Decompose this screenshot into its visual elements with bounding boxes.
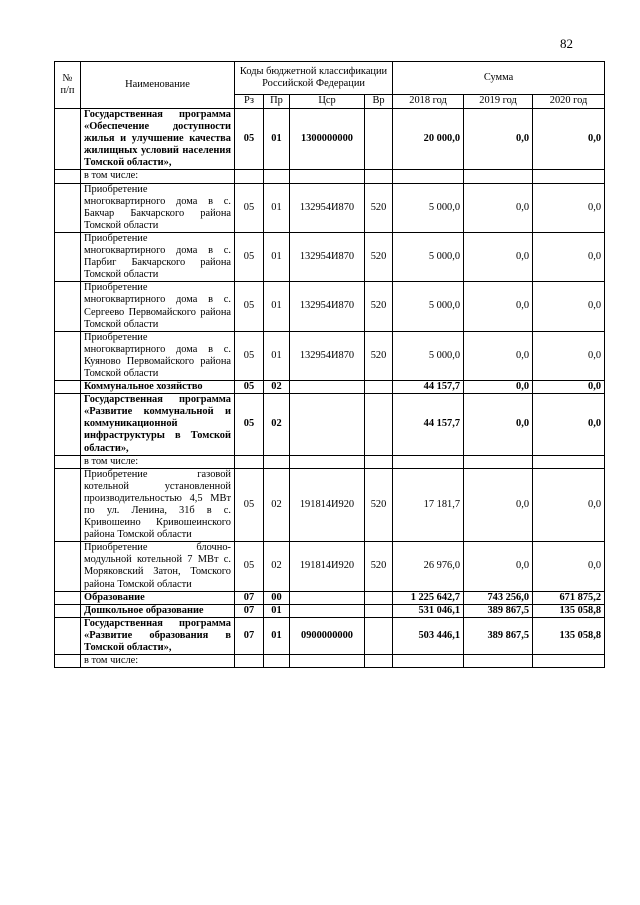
- cell-vr: [365, 109, 393, 170]
- cell-2019: 0,0: [464, 331, 533, 380]
- table-row: [55, 468, 605, 542]
- cell-num: [55, 109, 81, 170]
- cell-vr: 520: [365, 331, 393, 380]
- cell-2018: 5 000,0: [393, 282, 464, 331]
- cell-num: [55, 381, 81, 394]
- cell-rz: 05: [235, 282, 264, 331]
- cell-name: Приобретение многоквартирного дома в с. Сергеево Первомайского района Томской области: [81, 282, 235, 331]
- cell-csr: [290, 381, 365, 394]
- table-row: [55, 331, 605, 380]
- header-2018: 2018 год: [393, 95, 464, 109]
- cell-name: Приобретение многоквартирного дома в с. Куяново Первомайского района Томской области: [81, 331, 235, 380]
- cell-2019: 389 867,5: [464, 604, 533, 617]
- cell-2018: 17 181,7: [393, 468, 464, 542]
- cell-pr: 02: [264, 542, 290, 591]
- cell-vr: [365, 394, 393, 455]
- cell-num: [55, 331, 81, 380]
- cell-2018: 1 225 642,7: [393, 591, 464, 604]
- cell-pr: 01: [264, 604, 290, 617]
- cell-num: [55, 455, 81, 468]
- cell-vr: 520: [365, 282, 393, 331]
- cell-vr: [365, 655, 393, 668]
- table-body: [55, 109, 605, 668]
- cell-2019: 0,0: [464, 381, 533, 394]
- cell-vr: [365, 381, 393, 394]
- table-row: [55, 183, 605, 232]
- cell-2020: 0,0: [533, 394, 605, 455]
- header-num: № п/п: [55, 62, 81, 109]
- cell-num: [55, 591, 81, 604]
- table-row: [55, 109, 605, 170]
- table-row: [55, 170, 605, 183]
- cell-pr: [264, 455, 290, 468]
- cell-num: [55, 542, 81, 591]
- cell-2020: 0,0: [533, 381, 605, 394]
- table-row: [55, 394, 605, 455]
- cell-2019: 0,0: [464, 183, 533, 232]
- cell-rz: 05: [235, 183, 264, 232]
- cell-2019: [464, 655, 533, 668]
- cell-vr: 520: [365, 468, 393, 542]
- cell-rz: 05: [235, 394, 264, 455]
- cell-name: Государственная программа «Развитие образования в Томской области»,: [81, 617, 235, 654]
- cell-pr: 02: [264, 394, 290, 455]
- cell-2019: 743 256,0: [464, 591, 533, 604]
- cell-2018: 26 976,0: [393, 542, 464, 591]
- header-vr: Вр: [365, 95, 393, 109]
- cell-rz: [235, 655, 264, 668]
- cell-2018: 44 157,7: [393, 394, 464, 455]
- cell-rz: 07: [235, 591, 264, 604]
- cell-2018: 44 157,7: [393, 381, 464, 394]
- cell-2020: [533, 655, 605, 668]
- cell-name: Образование: [81, 591, 235, 604]
- cell-2019: 0,0: [464, 542, 533, 591]
- cell-num: [55, 617, 81, 654]
- cell-name: Приобретение газовой котельной установленной производительностью 4,5 МВт по ул. Ленина, 31б в с. Кривошеино Кривошеинского района Томской области: [81, 468, 235, 542]
- cell-2020: 671 875,2: [533, 591, 605, 604]
- cell-2020: [533, 170, 605, 183]
- cell-pr: 01: [264, 232, 290, 281]
- cell-2020: 0,0: [533, 183, 605, 232]
- header-rz: Рз: [235, 95, 264, 109]
- cell-csr: [290, 655, 365, 668]
- cell-name: Приобретение многоквартирного дома в с. Парбиг Бакчарского района Томской области: [81, 232, 235, 281]
- cell-2019: 0,0: [464, 109, 533, 170]
- cell-csr: [290, 394, 365, 455]
- cell-csr: 1300000000: [290, 109, 365, 170]
- cell-pr: [264, 655, 290, 668]
- cell-pr: [264, 170, 290, 183]
- cell-name: Приобретение многоквартирного дома в с. Бакчар Бакчарского района Томской области: [81, 183, 235, 232]
- cell-csr: [290, 591, 365, 604]
- cell-rz: 05: [235, 331, 264, 380]
- cell-csr: 191814И920: [290, 542, 365, 591]
- cell-num: [55, 232, 81, 281]
- cell-2018: [393, 455, 464, 468]
- table-row: [55, 381, 605, 394]
- cell-2020: 0,0: [533, 109, 605, 170]
- cell-2018: 20 000,0: [393, 109, 464, 170]
- table-row: [55, 591, 605, 604]
- page-number: 82: [560, 36, 573, 51]
- cell-vr: [365, 604, 393, 617]
- cell-num: [55, 604, 81, 617]
- cell-csr: 132954И870: [290, 331, 365, 380]
- cell-pr: 01: [264, 183, 290, 232]
- cell-num: [55, 282, 81, 331]
- cell-2018: 503 446,1: [393, 617, 464, 654]
- cell-rz: [235, 170, 264, 183]
- cell-rz: 05: [235, 381, 264, 394]
- cell-2018: 531 046,1: [393, 604, 464, 617]
- cell-pr: 02: [264, 468, 290, 542]
- cell-rz: 05: [235, 109, 264, 170]
- cell-2020: 135 058,8: [533, 617, 605, 654]
- cell-2019: 0,0: [464, 282, 533, 331]
- cell-pr: 00: [264, 591, 290, 604]
- cell-csr: 132954И870: [290, 183, 365, 232]
- cell-pr: 01: [264, 331, 290, 380]
- table-row: [55, 232, 605, 281]
- cell-name: Коммунальное хозяйство: [81, 381, 235, 394]
- cell-2019: 389 867,5: [464, 617, 533, 654]
- cell-num: [55, 183, 81, 232]
- header-codes: Коды бюджетной классификации Российской Федерации: [235, 62, 393, 95]
- cell-vr: 520: [365, 232, 393, 281]
- cell-2020: 0,0: [533, 542, 605, 591]
- cell-name: Приобретение блочно-модульной котельной 7 МВт с. Моряковский Затон, Томского района Томской области: [81, 542, 235, 591]
- cell-vr: [365, 455, 393, 468]
- cell-2019: [464, 455, 533, 468]
- cell-2018: [393, 655, 464, 668]
- cell-pr: 01: [264, 617, 290, 654]
- cell-2019: [464, 170, 533, 183]
- cell-num: [55, 170, 81, 183]
- cell-name: в том числе:: [81, 655, 235, 668]
- table-row: [55, 655, 605, 668]
- cell-rz: 07: [235, 617, 264, 654]
- cell-2018: 5 000,0: [393, 183, 464, 232]
- table-row: [55, 617, 605, 654]
- cell-rz: 05: [235, 542, 264, 591]
- cell-2020: 0,0: [533, 232, 605, 281]
- cell-2020: [533, 455, 605, 468]
- cell-rz: 05: [235, 468, 264, 542]
- cell-2019: 0,0: [464, 394, 533, 455]
- cell-csr: [290, 170, 365, 183]
- table-row: [55, 542, 605, 591]
- header-pr: Пр: [264, 95, 290, 109]
- header-sum: Сумма: [393, 62, 605, 95]
- header-csr: Цср: [290, 95, 365, 109]
- cell-2018: 5 000,0: [393, 331, 464, 380]
- cell-csr: [290, 604, 365, 617]
- cell-2020: 0,0: [533, 331, 605, 380]
- cell-pr: 01: [264, 109, 290, 170]
- table-row: [55, 604, 605, 617]
- cell-name: в том числе:: [81, 170, 235, 183]
- cell-vr: 520: [365, 542, 393, 591]
- cell-pr: 01: [264, 282, 290, 331]
- cell-csr: [290, 455, 365, 468]
- cell-vr: [365, 170, 393, 183]
- table-row: [55, 455, 605, 468]
- cell-num: [55, 655, 81, 668]
- table-row: [55, 282, 605, 331]
- cell-rz: 07: [235, 604, 264, 617]
- cell-vr: 520: [365, 183, 393, 232]
- budget-table: [54, 61, 605, 668]
- cell-2019: 0,0: [464, 468, 533, 542]
- header-2020: 2020 год: [533, 95, 605, 109]
- cell-2020: 0,0: [533, 468, 605, 542]
- cell-rz: 05: [235, 232, 264, 281]
- cell-2018: 5 000,0: [393, 232, 464, 281]
- header-2019: 2019 год: [464, 95, 533, 109]
- cell-csr: 132954И870: [290, 282, 365, 331]
- cell-vr: [365, 617, 393, 654]
- cell-name: Государственная программа «Развитие коммунальной и коммуникационной инфраструктуры в Томской области»,: [81, 394, 235, 455]
- cell-2020: 135 058,8: [533, 604, 605, 617]
- cell-name: Дошкольное образование: [81, 604, 235, 617]
- cell-csr: 0900000000: [290, 617, 365, 654]
- cell-2020: 0,0: [533, 282, 605, 331]
- cell-name: в том числе:: [81, 455, 235, 468]
- cell-2018: [393, 170, 464, 183]
- cell-num: [55, 468, 81, 542]
- cell-num: [55, 394, 81, 455]
- cell-name: Государственная программа «Обеспечение доступности жилья и улучшение качества жилищных условий населения Томской области»,: [81, 109, 235, 170]
- cell-csr: 191814И920: [290, 468, 365, 542]
- cell-csr: 132954И870: [290, 232, 365, 281]
- cell-rz: [235, 455, 264, 468]
- cell-pr: 02: [264, 381, 290, 394]
- cell-vr: [365, 591, 393, 604]
- header-name: Наименование: [81, 62, 235, 109]
- cell-2019: 0,0: [464, 232, 533, 281]
